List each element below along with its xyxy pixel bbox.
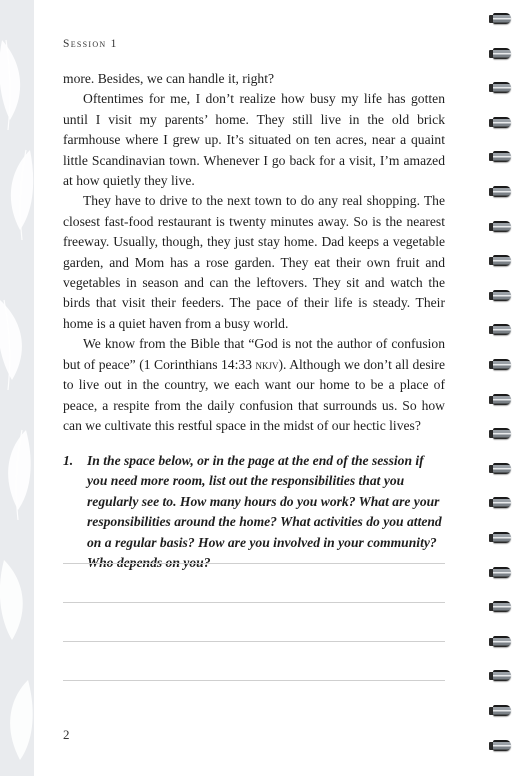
- spiral-coil: [489, 358, 511, 372]
- binding-wire: [493, 428, 511, 439]
- answer-line[interactable]: [63, 602, 445, 603]
- binding-wire: [493, 13, 511, 24]
- paragraph-3: They have to drive to the next town to do any real shopping. The closest fast-food restaurant is twenty minutes away. So is the nearest freeway. Usually, though, they just stay home. Dad keeps a vegetable garden, and Mom has a rose garden. They eat their own fruit and vegetables in season and can the leftovers. They sit and watch the birds that visit their feeders. The pace of their life is steady. Their home is a quiet haven from a busy world.: [63, 193, 445, 331]
- question-text: In the space below, or in the page at the end of the session if you need more room, list out the responsibilities that you regularly see to. How many hours do you work? What are your responsibilities around the home? What activities do you attend on a regular basis? How are you involved in your community? Who depends on you?: [87, 453, 442, 571]
- scripture-quote: We know from the Bible that “God is not the author of confusion but of peace” (1 Corinthians 14:33: [63, 336, 445, 372]
- binding-wire: [493, 740, 511, 751]
- binding-wire: [493, 48, 511, 59]
- paragraph-1: more. Besides, we can handle it, right?: [63, 71, 275, 86]
- spiral-coil: [489, 150, 511, 164]
- spiral-binding: [485, 0, 515, 776]
- binding-wire: [493, 394, 511, 405]
- question-number: 1.: [63, 453, 74, 468]
- spiral-coil: [489, 323, 511, 337]
- answer-line[interactable]: [63, 641, 445, 642]
- spiral-coil: [489, 462, 511, 476]
- binding-wire: [493, 601, 511, 612]
- paragraph-4-continued: ). Although we don’t all desire to live out in the country, we each want our home to be a place of peace, a respite from the daily confusion that surrounds us. So how can we cultivate this restful space in the midst of our hectic lives?: [63, 356, 445, 433]
- session-header: Session 1: [63, 38, 118, 50]
- binding-wire: [493, 255, 511, 266]
- binding-wire: [493, 636, 511, 647]
- answer-line[interactable]: [63, 563, 445, 564]
- spiral-coil: [489, 669, 511, 683]
- spiral-coil: [489, 220, 511, 234]
- bible-version: nkjv: [255, 357, 279, 372]
- spiral-coil: [489, 81, 511, 95]
- binding-wire: [493, 670, 511, 681]
- spiral-coil: [489, 254, 511, 268]
- spiral-coil: [489, 427, 511, 441]
- binding-wire: [493, 186, 511, 197]
- binding-wire: [493, 497, 511, 508]
- spiral-coil: [489, 704, 511, 718]
- decorative-leaf-margin: [0, 0, 34, 776]
- binding-wire: [493, 82, 511, 93]
- body-text: [63, 69, 445, 436]
- spiral-coil: [489, 12, 511, 26]
- spiral-coil: [489, 289, 511, 303]
- paragraph-2: Oftentimes for me, I don’t realize how busy my life has gotten until I visit my parents’ home. They still live in the old brick farmhouse where I grew up. It’s situated on ten acres, near a quaint little Scandinavian town. Whenever I go back for a visit, I’m amazed at how quietly they live.: [63, 91, 445, 189]
- page-number: 2: [63, 727, 70, 742]
- binding-wire: [493, 567, 511, 578]
- paragraph-4: [63, 334, 445, 436]
- binding-wire: [493, 359, 511, 370]
- binding-wire: [493, 221, 511, 232]
- spiral-coil: [489, 739, 511, 753]
- binding-wire: [493, 463, 511, 474]
- spiral-coil: [489, 531, 511, 545]
- leaf-pattern-icon: [0, 0, 34, 776]
- spiral-coil: [489, 185, 511, 199]
- page-content: [63, 0, 445, 776]
- spiral-coil: [489, 635, 511, 649]
- binding-wire: [493, 705, 511, 716]
- spiral-coil: [489, 496, 511, 510]
- question-1: [63, 451, 445, 573]
- spiral-coil: [489, 566, 511, 580]
- binding-wire: [493, 117, 511, 128]
- answer-line[interactable]: [63, 680, 445, 681]
- spiral-coil: [489, 47, 511, 61]
- spiral-coil: [489, 393, 511, 407]
- binding-wire: [493, 532, 511, 543]
- spiral-coil: [489, 116, 511, 130]
- binding-wire: [493, 151, 511, 162]
- spiral-coil: [489, 600, 511, 614]
- binding-wire: [493, 324, 511, 335]
- binding-wire: [493, 290, 511, 301]
